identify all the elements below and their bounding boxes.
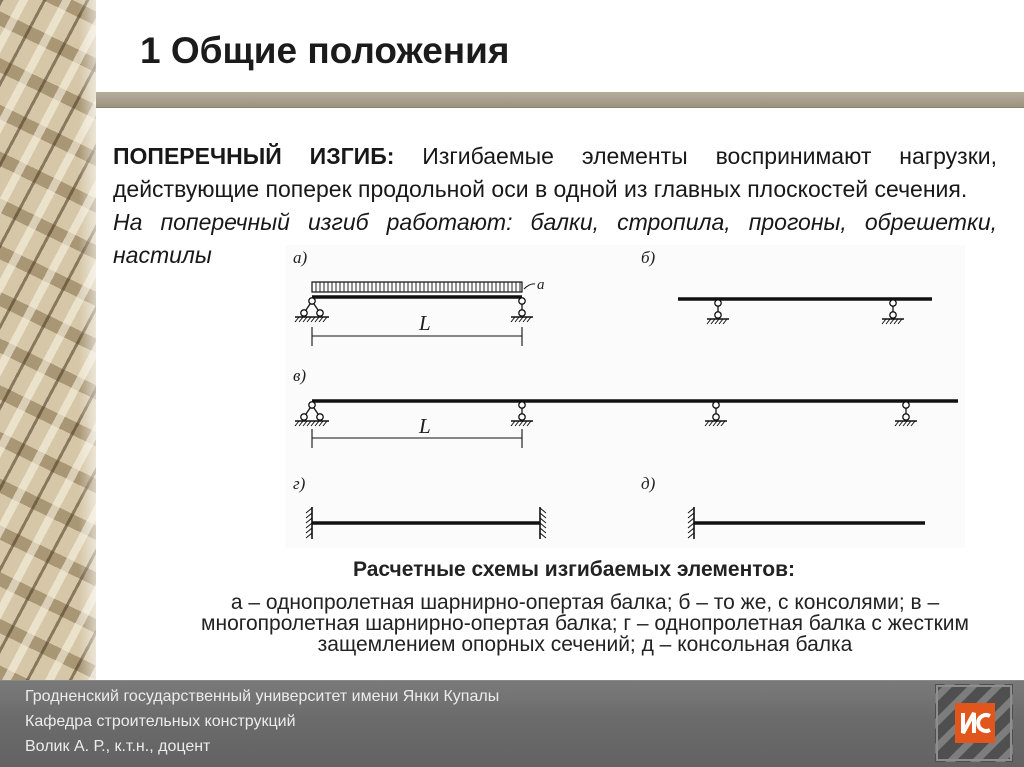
slide-title: 1 Общие положения xyxy=(140,30,510,71)
scheme-b xyxy=(641,248,932,324)
ground-hatch xyxy=(515,421,519,426)
wall-hatch xyxy=(688,508,694,513)
ground-hatch xyxy=(307,317,311,322)
figure-caption-line: а – однопролетная шарнирно-опертая балка; б – то же, с консолями; в – xyxy=(230,591,940,614)
support-hinge xyxy=(301,414,307,420)
support-a-right xyxy=(511,298,533,322)
footer-university: Гродненский государственный университет имени Янки Купалы xyxy=(25,688,500,705)
ground-hatch xyxy=(323,317,327,322)
scheme-label-g: г) xyxy=(293,474,306,493)
beam-schemes-figure xyxy=(285,245,965,548)
ground-hatch xyxy=(907,421,911,426)
figure-caption-title: Расчетные схемы изгибаемых элементов: xyxy=(352,558,796,581)
figure-caption-line: многопролетная шарнирно-опертая балка; г – однопролетная балка с жестким xyxy=(201,612,969,635)
support-hinge xyxy=(519,310,525,316)
support-hinge xyxy=(890,300,896,306)
ground-hatch xyxy=(315,421,319,426)
wall-hatch xyxy=(306,513,312,518)
figure-caption xyxy=(160,592,1010,655)
ground-hatch xyxy=(511,317,515,322)
support-v-3 xyxy=(705,402,727,426)
definition-term: ПОПЕРЕЧНЫЙ ИЗГИБ: xyxy=(113,143,395,169)
scheme-label-a: а) xyxy=(293,248,308,267)
wall-hatch xyxy=(688,518,694,523)
wall-hatch xyxy=(306,528,312,533)
definition-line-1 xyxy=(113,140,997,173)
ground-hatch xyxy=(311,317,315,322)
wall-hatch xyxy=(688,513,694,518)
wall-hatch xyxy=(540,528,546,533)
definition-line-2: действующие поперек продольной оси в одной из главных плоскостей сечения. xyxy=(113,176,968,202)
ground-hatch xyxy=(713,421,717,426)
ground-hatch xyxy=(709,421,713,426)
support-hinge xyxy=(903,414,909,420)
beam-schemes-diagram xyxy=(285,245,965,548)
wall-hatch xyxy=(540,518,546,523)
ground-hatch xyxy=(715,319,719,324)
support-hinge xyxy=(713,402,719,408)
footer-department: Кафедра строительных конструкций xyxy=(25,713,296,730)
distributed-load xyxy=(312,282,522,292)
ground-hatch xyxy=(319,317,323,322)
ground-hatch xyxy=(894,319,898,324)
support-hinge xyxy=(519,402,525,408)
support-b-right xyxy=(882,300,904,324)
load-outline xyxy=(312,282,522,292)
ground-hatch xyxy=(519,317,523,322)
wall-hatch xyxy=(540,508,546,513)
ground-hatch xyxy=(299,421,303,426)
support-hinge xyxy=(317,310,323,316)
support-hinge xyxy=(890,312,896,318)
ground-hatch xyxy=(311,421,315,426)
header-band xyxy=(96,92,1024,108)
support-b-left xyxy=(707,300,729,324)
footer-credits xyxy=(25,684,499,759)
ground-hatch xyxy=(903,421,907,426)
support-hinge xyxy=(317,414,323,420)
ground-hatch xyxy=(711,319,715,324)
fixed-support-g-left xyxy=(306,507,312,539)
fixed-support-d-left xyxy=(688,507,694,539)
scheme-label-d: д) xyxy=(641,474,656,493)
ground-hatch xyxy=(705,421,709,426)
ground-hatch xyxy=(303,317,307,322)
ground-hatch xyxy=(911,421,915,426)
department-logo xyxy=(935,684,1013,762)
support-hinge xyxy=(301,310,307,316)
ground-hatch xyxy=(523,421,527,426)
support-hinge xyxy=(715,300,721,306)
support-hinge xyxy=(713,414,719,420)
dimension-v xyxy=(312,429,522,448)
wall-hatch xyxy=(688,528,694,533)
wall-hatch xyxy=(306,508,312,513)
span-label-a: L xyxy=(419,311,431,335)
ground-hatch xyxy=(723,319,727,324)
ground-hatch xyxy=(707,319,711,324)
ground-hatch xyxy=(295,421,299,426)
support-hinge xyxy=(309,298,315,304)
wall-hatch xyxy=(540,533,546,538)
wall-hatch xyxy=(306,523,312,528)
wall-hatch xyxy=(688,523,694,528)
support-v-4 xyxy=(895,402,917,426)
ground-hatch xyxy=(890,319,894,324)
wall-hatch xyxy=(540,513,546,518)
scheme-d xyxy=(641,474,925,539)
scheme-g xyxy=(293,474,546,539)
scheme-v xyxy=(293,366,958,448)
definition-text-1: Изгибаемые элементы воспринимают нагрузки, xyxy=(422,143,998,169)
support-a-left xyxy=(295,298,329,322)
ground-hatch xyxy=(721,421,725,426)
support-v-1 xyxy=(295,402,329,426)
scheme-a xyxy=(293,248,545,346)
ground-hatch xyxy=(899,421,903,426)
footer-author: Волик А. Р., к.т.н., доцент xyxy=(25,738,211,755)
wall-hatch xyxy=(688,533,694,538)
ground-hatch xyxy=(719,319,723,324)
fixed-support-g-right xyxy=(540,507,546,539)
ground-hatch xyxy=(295,317,299,322)
ground-hatch xyxy=(315,317,319,322)
ground-hatch xyxy=(515,317,519,322)
ground-hatch xyxy=(717,421,721,426)
span-label-v: L xyxy=(419,414,431,438)
ground-hatch xyxy=(307,421,311,426)
ground-hatch xyxy=(319,421,323,426)
load-label: a xyxy=(537,277,545,293)
support-hinge xyxy=(519,414,525,420)
ground-hatch xyxy=(299,317,303,322)
ground-hatch xyxy=(886,319,890,324)
support-hinge xyxy=(715,312,721,318)
ground-hatch xyxy=(523,317,527,322)
support-v-2 xyxy=(511,402,533,426)
support-hinge xyxy=(903,402,909,408)
ground-hatch xyxy=(511,421,515,426)
scheme-label-b: б) xyxy=(641,248,656,267)
decorative-side-texture xyxy=(0,0,96,680)
ground-hatch xyxy=(303,421,307,426)
load-leader-line xyxy=(524,284,535,289)
ground-hatch xyxy=(527,317,531,322)
figure-caption-line: защемлением опорных сечений; д – консольная балка xyxy=(317,633,853,656)
ground-hatch xyxy=(898,319,902,324)
dimension-a xyxy=(312,327,522,346)
wall-hatch xyxy=(306,533,312,538)
ground-hatch xyxy=(882,319,886,324)
wall-hatch xyxy=(306,518,312,523)
examples-line-2: настилы xyxy=(113,242,212,268)
ground-hatch xyxy=(895,421,899,426)
wall-hatch xyxy=(540,523,546,528)
support-hinge xyxy=(309,402,315,408)
scheme-label-v: в) xyxy=(293,366,307,385)
ground-hatch xyxy=(527,421,531,426)
ground-hatch xyxy=(323,421,327,426)
examples-line-1: На поперечный изгиб работают: балки, стропила, прогоны, обрешетки, xyxy=(113,209,997,235)
ground-hatch xyxy=(519,421,523,426)
support-hinge xyxy=(519,298,525,304)
